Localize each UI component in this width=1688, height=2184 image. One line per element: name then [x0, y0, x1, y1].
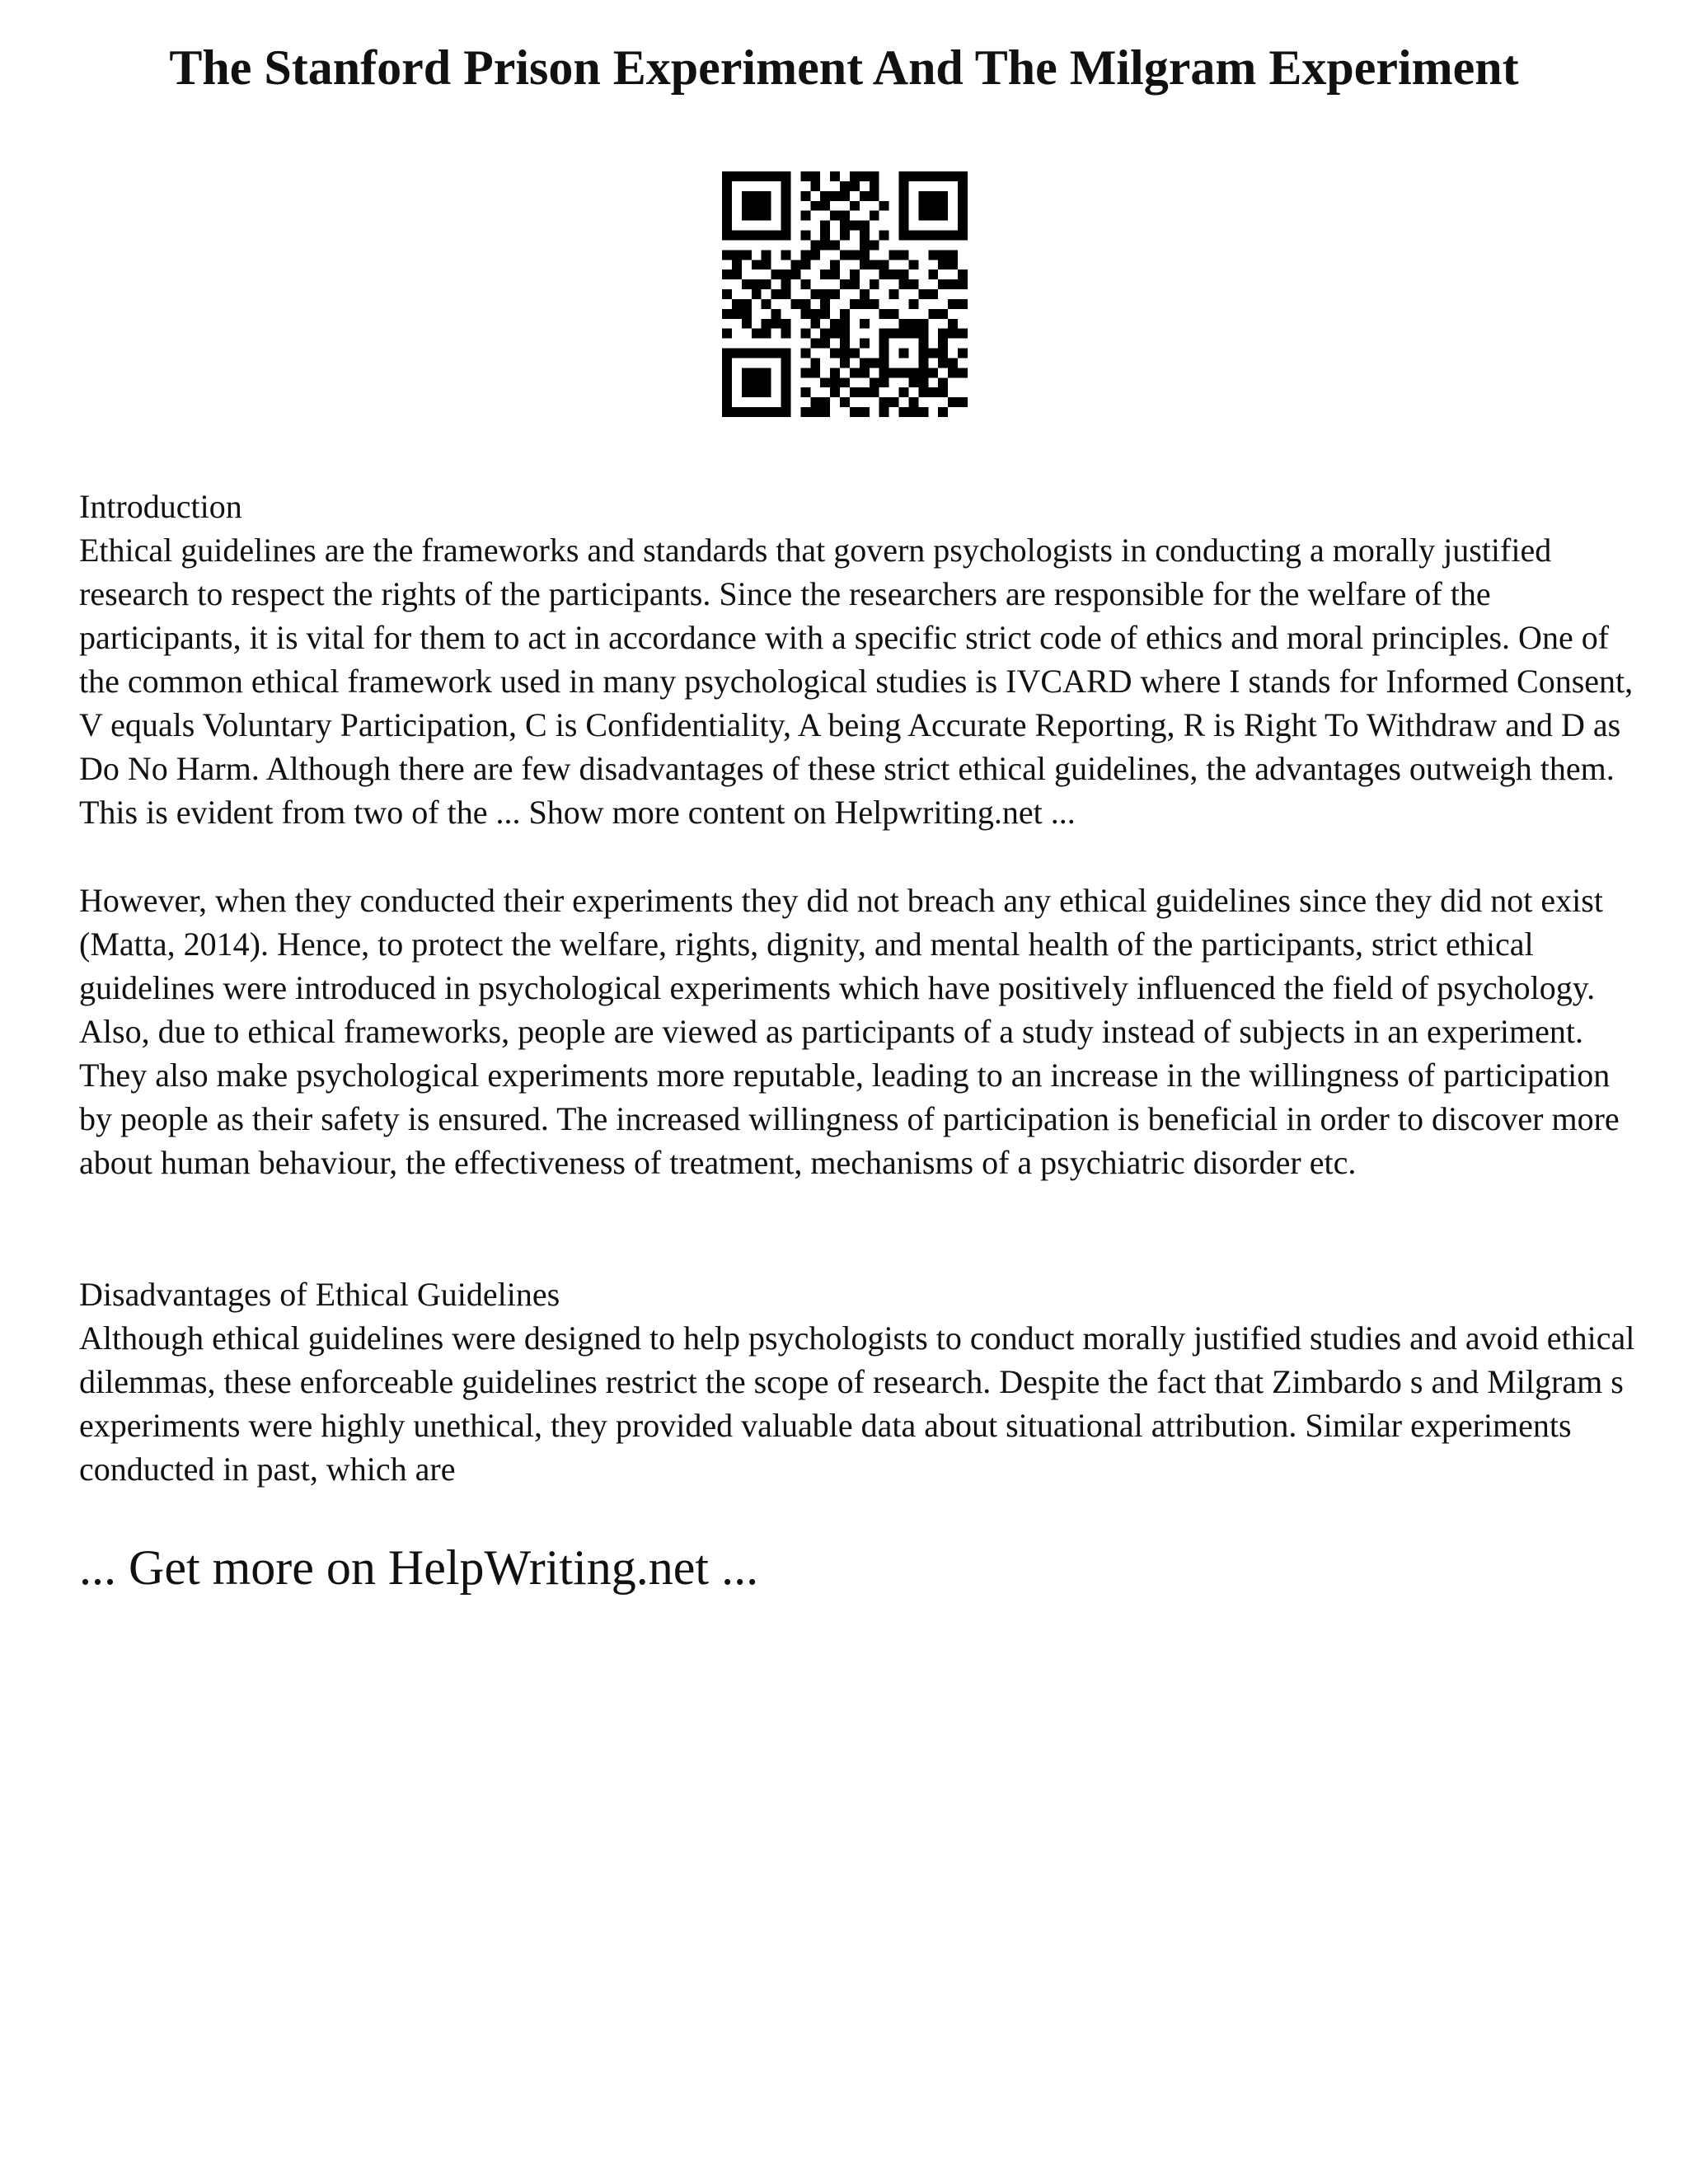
document-title: The Stanford Prison Experiment And The Milgram Experiment — [169, 40, 1519, 95]
introduction-paragraph: Ethical guidelines are the frameworks and standards that govern psychologists in conducting a morally justified research to respect the rights of the participants. Since the researchers are responsible for the welfare of the participants, it is vital for them to act in accordance with a specific strict code of ethics and moral principles. One of the common ethical framework used in many psychological studies is IVCARD where I stands for Informed Consent, V equals Voluntary Participation, C is Confidentiality, A being Accurate Reporting, R is Right To Withdraw and D as Do No Harm. Although there are few disadvantages of these strict ethical guidelines, the advantages outweigh them. This is evident from two of the ... Show more content on Helpwriting.net ... — [79, 532, 1634, 831]
second-paragraph: However, when they conducted their experiments they did not breach any ethical guidelines since they did not exist (Matta, 2014). Hence, to protect the welfare, rights, dignity, and mental health of the participants, strict ethical guidelines were introduced in psychological experiments which have positively influenced the field of psychology. Also, due to ethical frameworks, people are viewed as participants of a study instead of subjects in an experiment. They also make psychological experiments more reputable, leading to an increase in the willingness of participation by people as their safety is ensured. The increased willingness of participation is beneficial in order to discover more about human behaviour, the effectiveness of treatment, mechanisms of a psychiatric disorder etc. — [79, 882, 1620, 1181]
qr-code-icon — [722, 171, 968, 417]
disadvantages-paragraph: Although ethical guidelines were designed to help psychologists to conduct morally justified studies and avoid ethical dilemmas, these enforceable guidelines restrict the scope of research. Despite the fact that Zimbardo s and Milgram s experiments were highly unethical, they provided valuable data about situational attribution. Similar experiments conducted in past, which are — [79, 1319, 1635, 1488]
section-heading-disadvantages: Disadvantages of Ethical Guidelines — [79, 1276, 560, 1313]
get-more-link[interactable]: ... Get more on HelpWriting.net ... — [79, 1540, 759, 1595]
section-heading-introduction: Introduction — [79, 488, 242, 525]
